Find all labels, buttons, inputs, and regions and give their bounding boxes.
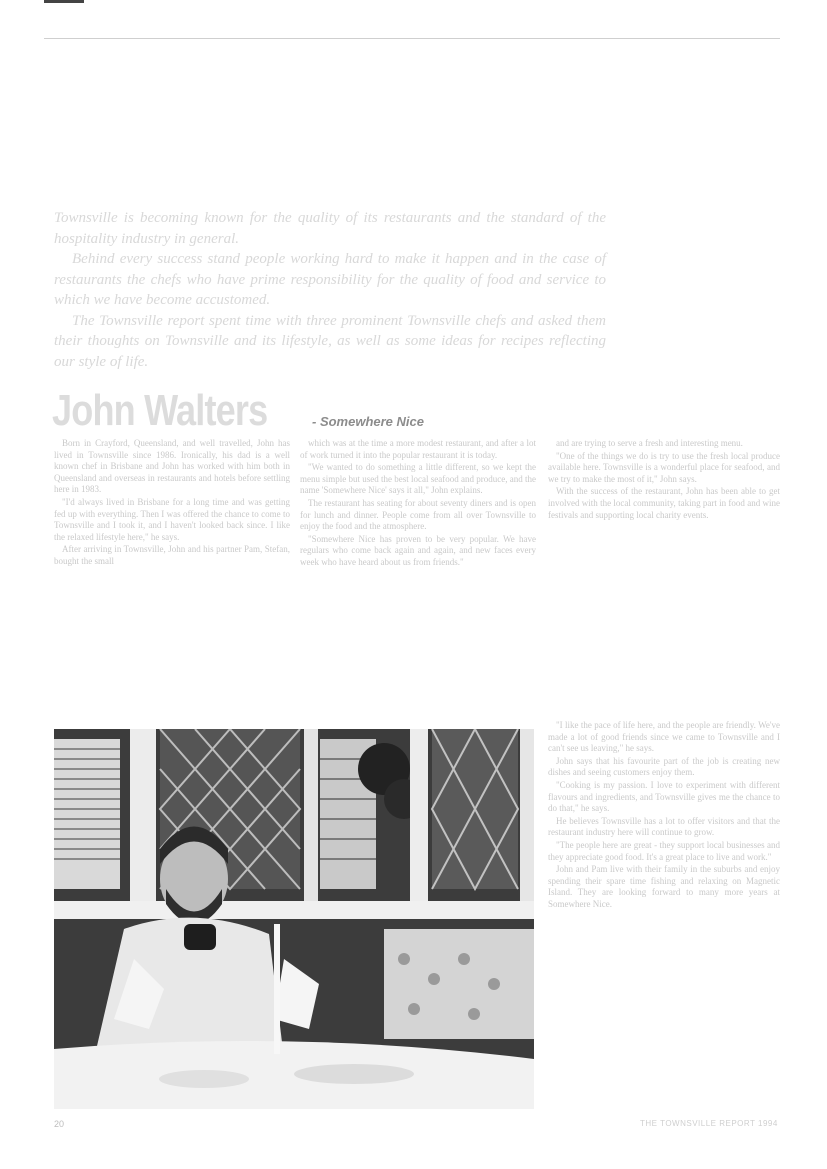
column-2-paragraph: "We wanted to do something a little different, so we kept the menu simple but used the best local seafood and produce, and the name 'Somewhere Nice' says it all," John explains.	[300, 462, 536, 496]
column-1-paragraph: Born in Crayford, Queensland, and well travelled, John has lived in Townsville since 1986. Ironically, his dad is a well known chef in Brisbane and John has worked with him both in Queensland and overseas in restaurants and hotels before settling here in 1983.	[54, 438, 290, 495]
column-2-paragraph: "Somewhere Nice has proven to be very popular. We have regulars who come back again and again, and new faces every week who have heard about us from friends."	[300, 533, 536, 567]
page-number: 20	[54, 1119, 65, 1129]
column-2-paragraph: which was at the time a more modest restaurant, and after a lot of work turned it into the popular restaurant it is today.	[300, 438, 536, 460]
column-3-paragraph: and are trying to serve a fresh and interesting menu.	[556, 438, 743, 448]
intro-paragraph-3: The Townsville report spent time with three prominent Townsville chefs and asked them their thoughts on Townsville and its lifestyle, as well as some ideas for recipes reflecting our style of life.	[54, 312, 606, 370]
column-3-lower-paragraph: "I like the pace of life here, and the people are friendly. We've made a lot of good friends since we came to Townsville and I can't see us leaving," he says.	[548, 720, 780, 754]
intro-text	[54, 208, 606, 372]
column-3-paragraph: "One of the things we do is try to use the fresh local produce available here. Townsville is a wonderful place for seafood, and we try to make the most of it," John says.	[548, 450, 780, 484]
intro-paragraph-1: Townsville is becoming known for the quality of its restaurants and the standard of the hospitality industry in general.	[54, 210, 606, 247]
column-1-paragraph: "I'd always lived in Brisbane for a long time and was getting fed up with everything. Then I was offered the chance to come to Townsville and I took it, and I haven't looked back since. I like the relaxed lifestyle here," he says.	[54, 496, 290, 542]
headline-name: John Walters	[52, 386, 268, 435]
publication-footer: THE TOWNSVILLE REPORT 1994	[640, 1119, 778, 1128]
column-3-lower-paragraph: He believes Townsville has a lot to offer visitors and that the restaurant industry here will continue to grow.	[548, 815, 780, 838]
column-3-lower-paragraph: "Cooking is my passion. I love to experiment with different flavours and ingredients, and Townsville gives me the chance to do that," he says.	[548, 779, 780, 814]
headline-subtitle: - Somewhere Nice	[312, 414, 424, 429]
top-rule	[44, 38, 780, 39]
chef-photo-illustration	[54, 729, 534, 1109]
chef-photo	[54, 729, 534, 1109]
column-3-lower-paragraph: "The people here are great - they support local businesses and they appreciate good food. It's a great place to live and work."	[548, 839, 780, 862]
article-column-1	[54, 438, 290, 569]
column-3-lower-paragraph: John and Pam live with their family in the suburbs and enjoy spending their spare time fishing and relaxing on Magnetic Island. They are looking forward to many more years at Somewhere Nice.	[548, 864, 780, 909]
article-column-3-lower	[548, 720, 780, 912]
top-corner-mark	[44, 0, 84, 3]
article-column-2	[300, 438, 536, 570]
column-1-paragraph: After arriving in Townsville, John and his partner Pam, Stefan, bought the small	[54, 544, 290, 566]
article-column-3	[548, 438, 780, 522]
article-headline	[52, 386, 424, 436]
column-2-paragraph: The restaurant has seating for about seventy diners and is open for lunch and dinner. People come from all over Townsville to enjoy the food and the atmosphere.	[300, 497, 536, 532]
column-3-paragraph: With the success of the restaurant, John has been able to get involved with the local community, taking part in food and wine festivals and supporting local charity events.	[548, 486, 780, 520]
intro-paragraph-2: Behind every success stand people working hard to make it happen and in the case of restaurants the chefs who have prime responsibility for the quality of food and service to which we have become accustomed.	[54, 251, 606, 308]
column-3-lower-paragraph: John says that his favourite part of the job is creating new dishes and seeing customers enjoy them.	[548, 755, 780, 778]
